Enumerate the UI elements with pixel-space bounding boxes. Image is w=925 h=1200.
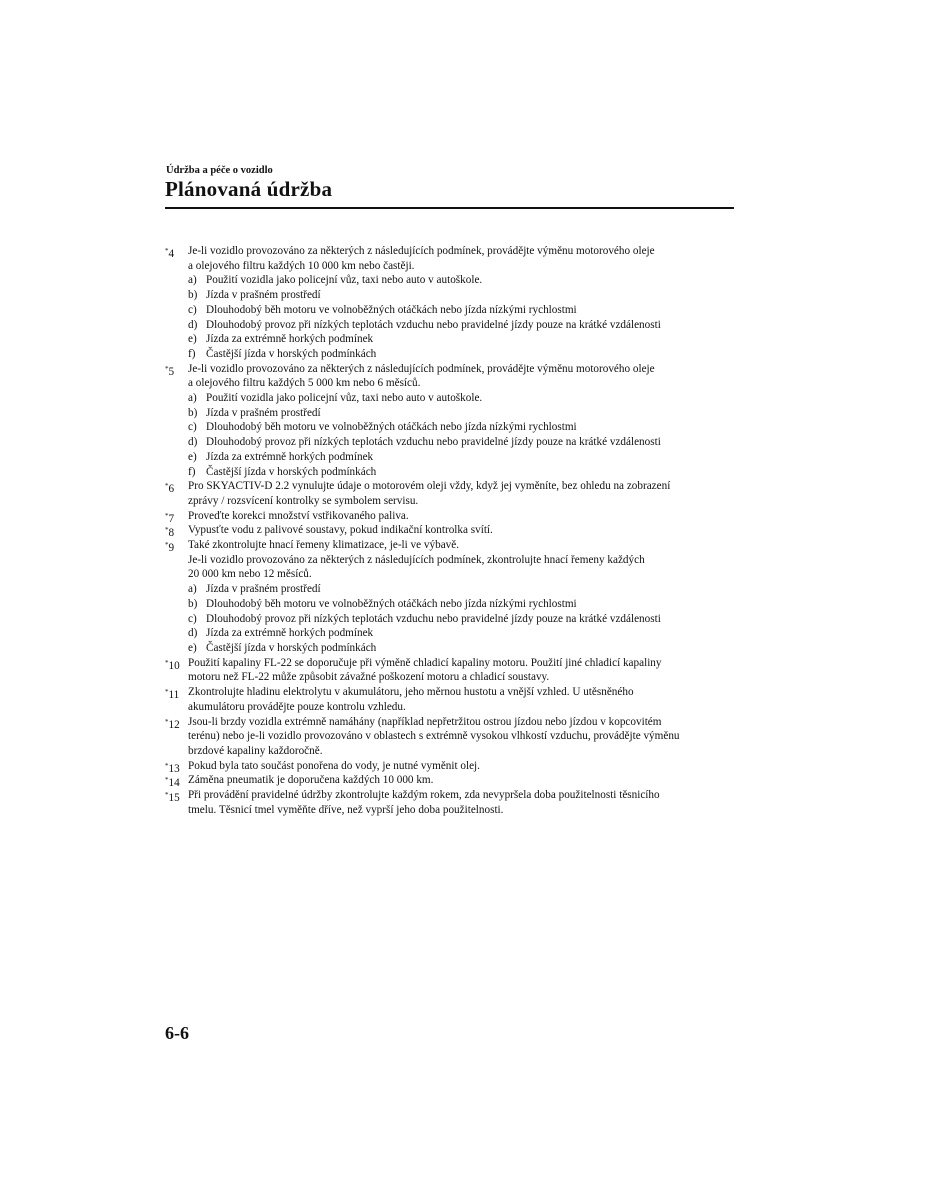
- footnote-marker: [165, 362, 174, 380]
- condition-text: Jízda za extrémně horkých podmínek: [206, 450, 374, 463]
- condition-item: [188, 435, 735, 450]
- condition-letter: c): [188, 303, 197, 316]
- asterisk-mark: *: [165, 482, 169, 491]
- footnote-number: 14: [168, 777, 180, 790]
- condition-text: Dlouhodobý provoz při nízkých teplotách vzduchu nebo pravidelné jízdy pouze na krátké vzdálenosti: [206, 436, 661, 449]
- footnote-marker: [165, 685, 179, 703]
- footnote-text-line: Vypusťte vodu z palivové soustavy, pokud indikační kontrolka svítí.: [188, 524, 493, 537]
- footnote-number: 8: [168, 527, 175, 540]
- footnote-6: [165, 479, 735, 508]
- condition-text: Častější jízda v horských podmínkách: [206, 347, 377, 360]
- footnote-number: 7: [168, 512, 175, 525]
- footnote-8: [165, 523, 735, 538]
- condition-item: [188, 582, 735, 597]
- footnote-marker: [165, 788, 180, 806]
- condition-text: Dlouhodobý běh motoru ve volnoběžných otáčkách nebo jízda nízkými rychlostmi: [206, 421, 577, 434]
- condition-letter: a): [188, 392, 197, 405]
- footnote-4: [165, 244, 735, 362]
- condition-letter: d): [188, 436, 198, 449]
- footnote-text-line: tmelu. Těsnicí tmel vyměňte dříve, než vyprší jeho doba použitelnosti.: [188, 803, 504, 816]
- condition-letter: d): [188, 627, 198, 640]
- condition-item: [188, 641, 735, 656]
- footnote-text-line: Záměna pneumatik je doporučena každých 10 000 km.: [188, 774, 434, 787]
- condition-item: [188, 391, 735, 406]
- condition-letter: c): [188, 421, 197, 434]
- condition-list: [188, 391, 735, 479]
- condition-text: Použití vozidla jako policejní vůz, taxi nebo auto v autoškole.: [206, 392, 483, 405]
- footnote-text-line: terénu) nebo je-li vozidlo provozováno v oblastech s extrémně vysokou vlhkostí vzduchu, provádějte výměnu: [188, 730, 680, 743]
- asterisk-mark: *: [165, 791, 169, 800]
- condition-text: Jízda za extrémně horkých podmínek: [206, 627, 374, 640]
- asterisk-mark: *: [165, 658, 169, 667]
- condition-text: Dlouhodobý provoz při nízkých teplotách vzduchu nebo pravidelné jízdy pouze na krátké vzdálenosti: [206, 318, 661, 331]
- asterisk-mark: *: [165, 526, 169, 535]
- footnote-10: [165, 656, 735, 685]
- condition-text: Použití vozidla jako policejní vůz, taxi nebo auto v autoškole.: [206, 274, 483, 287]
- condition-text: Jízda v prašném prostředí: [206, 583, 321, 596]
- condition-letter: f): [188, 347, 196, 360]
- section-label: Údržba a péče o vozidlo: [166, 165, 273, 176]
- asterisk-mark: *: [165, 688, 169, 697]
- condition-letter: f): [188, 465, 196, 478]
- title-divider: [165, 207, 734, 209]
- condition-item: [188, 273, 735, 288]
- condition-text: Častější jízda v horských podmínkách: [206, 641, 377, 654]
- condition-letter: b): [188, 289, 198, 302]
- footnote-text-line: Je-li vozidlo provozováno za některých z následujících podmínek, provádějte výměnu motorového oleje: [188, 362, 655, 375]
- asterisk-mark: *: [165, 247, 169, 255]
- asterisk-mark: *: [165, 761, 169, 770]
- condition-letter: d): [188, 318, 198, 331]
- condition-item: [188, 465, 735, 480]
- footnote-14: [165, 773, 735, 788]
- condition-item: [188, 318, 735, 333]
- footnote-9: [165, 538, 735, 656]
- footnote-marker: [165, 656, 180, 674]
- footnote-text-line: Také zkontrolujte hnací řemeny klimatizace, je-li ve výbavě.: [188, 539, 460, 552]
- footnote-7: [165, 509, 735, 524]
- footnote-text-line: Pro SKYACTIV-D 2.2 vynulujte údaje o motorovém oleji vždy, když jej vyměníte, bez ohledu na zobrazení: [188, 480, 671, 493]
- condition-letter: b): [188, 406, 198, 419]
- condition-letter: c): [188, 612, 197, 625]
- footnote-number: 12: [168, 718, 180, 731]
- footnote-text-line: Je-li vozidlo provozováno za některých z následujících podmínek, zkontrolujte hnací řemeny každých: [188, 553, 645, 566]
- footnotes-list: [165, 244, 735, 817]
- condition-letter: a): [188, 274, 197, 287]
- condition-letter: e): [188, 641, 197, 654]
- asterisk-mark: *: [165, 511, 169, 520]
- footnote-text-line: Při provádění pravidelné údržby zkontrolujte každým rokem, zda nevypršela doba použitelnosti těsnicího: [188, 789, 660, 802]
- condition-text: Dlouhodobý běh motoru ve volnoběžných otáčkách nebo jízda nízkými rychlostmi: [206, 303, 577, 316]
- footnote-number: 11: [168, 689, 180, 702]
- footnote-text-line: Pokud byla tato součást ponořena do vody, je nutné vyměnit olej.: [188, 759, 480, 772]
- footnote-11: [165, 685, 735, 714]
- footnote-text-line: 20 000 km nebo 12 měsíců.: [188, 568, 312, 581]
- condition-item: [188, 597, 735, 612]
- condition-list: [188, 582, 735, 656]
- asterisk-mark: *: [165, 541, 169, 550]
- asterisk-mark: *: [165, 717, 169, 726]
- footnote-marker: [165, 715, 180, 733]
- condition-list: [188, 273, 735, 361]
- condition-letter: b): [188, 597, 198, 610]
- footnote-12: [165, 715, 735, 759]
- footnote-15: [165, 788, 735, 817]
- footnote-text-line: Proveďte korekci množství vstřikovaného paliva.: [188, 509, 409, 522]
- condition-text: Jízda v prašném prostředí: [206, 406, 321, 419]
- footnote-text-line: motoru než FL-22 může způsobit závažné poškození motoru a chladicí soustavy.: [188, 671, 550, 684]
- footnote-text-line: brzdové kapaliny každoročně.: [188, 744, 323, 757]
- footnote-13: [165, 759, 735, 774]
- condition-item: [188, 406, 735, 421]
- footnote-text-line: akumulátoru provádějte pouze kontrolu vzhledu.: [188, 700, 406, 713]
- footnote-text-line: a olejového filtru každých 5 000 km nebo 6 měsíců.: [188, 377, 421, 390]
- footnote-text-line: Je-li vozidlo provozováno za některých z následujících podmínek, provádějte výměnu motorového oleje: [188, 245, 655, 257]
- footnote-number: 5: [168, 365, 175, 378]
- condition-text: Jízda za extrémně horkých podmínek: [206, 333, 374, 346]
- condition-text: Dlouhodobý provoz při nízkých teplotách vzduchu nebo pravidelné jízdy pouze na krátké vzdálenosti: [206, 612, 661, 625]
- footnote-marker: [165, 244, 174, 262]
- condition-text: Jízda v prašném prostředí: [206, 289, 321, 302]
- condition-letter: e): [188, 333, 197, 346]
- asterisk-mark: *: [165, 364, 169, 373]
- footnote-number: 6: [168, 483, 175, 496]
- asterisk-mark: *: [165, 776, 169, 785]
- condition-letter: e): [188, 450, 197, 463]
- condition-item: [188, 332, 735, 347]
- condition-item: [188, 420, 735, 435]
- condition-text: Dlouhodobý běh motoru ve volnoběžných otáčkách nebo jízda nízkými rychlostmi: [206, 597, 577, 610]
- footnote-text-line: Zkontrolujte hladinu elektrolytu v akumulátoru, jeho měrnou hustotu a vnější vzhled. U utěsněného: [188, 686, 634, 699]
- page-number: 6-6: [165, 1023, 189, 1043]
- page-title: Plánovaná údržba: [165, 177, 333, 201]
- footnote-marker: [165, 538, 174, 556]
- condition-item: [188, 612, 735, 627]
- footnote-5: [165, 362, 735, 480]
- condition-item: [188, 626, 735, 641]
- condition-item: [188, 450, 735, 465]
- condition-item: [188, 347, 735, 362]
- footnote-number: 13: [168, 762, 180, 775]
- footnote-number: 9: [168, 542, 175, 555]
- footnote-marker: [165, 479, 174, 497]
- condition-item: [188, 288, 735, 303]
- footnote-number: 10: [168, 659, 180, 672]
- footnote-number: 4: [168, 248, 175, 260]
- footnote-text-line: Jsou-li brzdy vozidla extrémně namáhány (například nepřetržitou ostrou jízdou nebo jízdou v kopcovitém: [188, 715, 662, 728]
- condition-text: Častější jízda v horských podmínkách: [206, 465, 377, 478]
- footnote-text-line: zprávy / rozsvícení kontrolky se symbolem servisu.: [188, 494, 419, 507]
- footnote-number: 15: [168, 792, 180, 805]
- footnote-text-line: Použití kapaliny FL-22 se doporučuje při výměně chladicí kapaliny motoru. Použití jiné chladicí kapaliny: [188, 656, 662, 669]
- condition-letter: a): [188, 583, 197, 596]
- footnote-text-line: a olejového filtru každých 10 000 km nebo častěji.: [188, 259, 415, 272]
- condition-item: [188, 303, 735, 318]
